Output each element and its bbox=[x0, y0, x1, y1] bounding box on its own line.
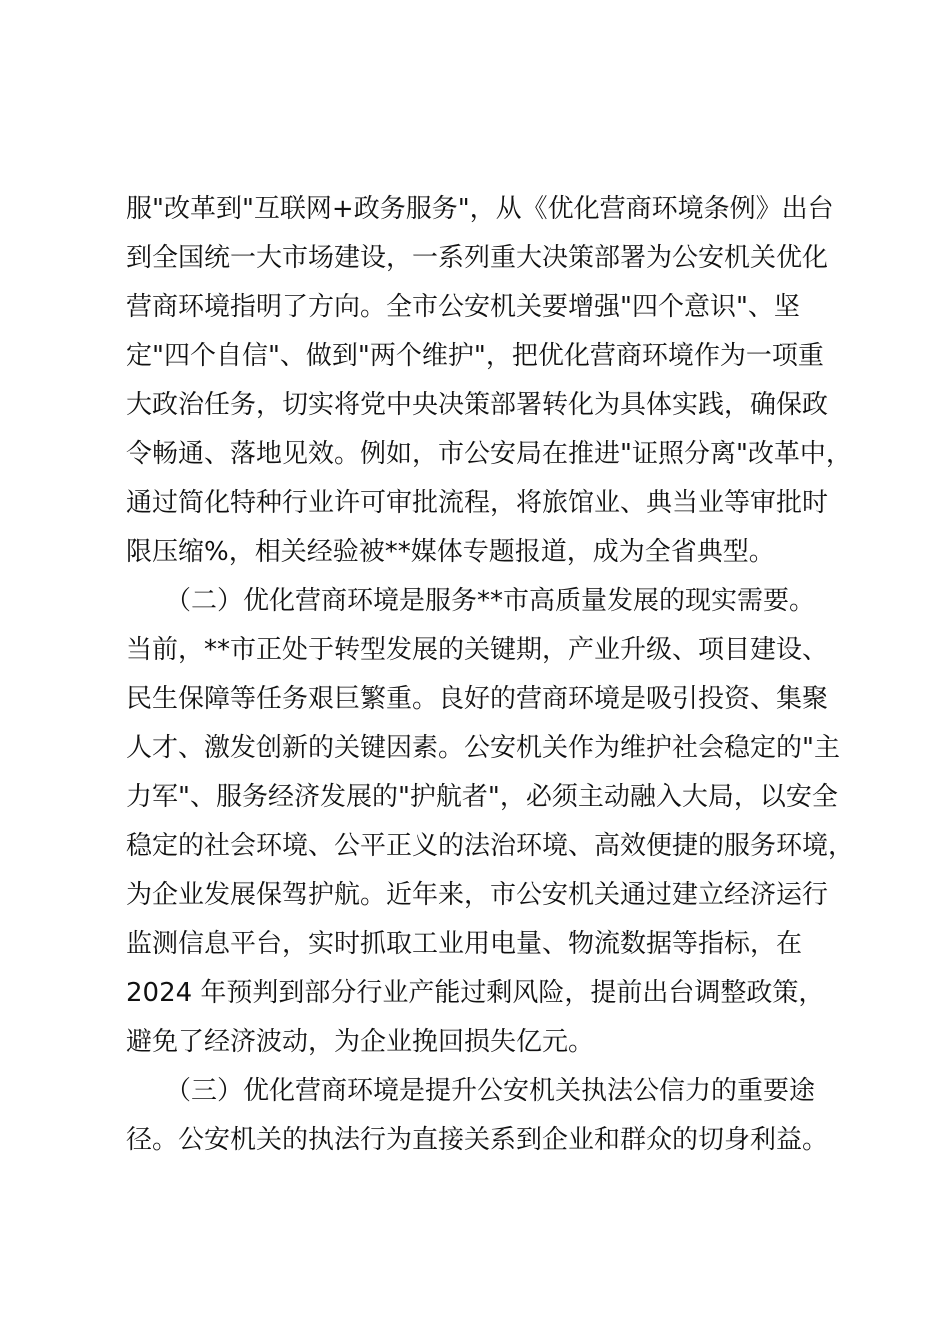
text-line: 服"改革到"互联网+政务服务"，从《优化营商环境条例》出台 bbox=[126, 194, 834, 224]
text-line: 令畅通、落地见效。例如，市公安局在推进"证照分离"改革中， bbox=[126, 439, 852, 469]
paragraph-1 bbox=[126, 185, 852, 577]
text-line: 为企业发展保驾护航。近年来，市公安机关通过建立经济运行 bbox=[126, 880, 829, 910]
text-line: 监测信息平台，实时抓取工业用电量、物流数据等指标，在 bbox=[126, 929, 803, 959]
text-line: （三）优化营商环境是提升公安机关执法公信力的重要途 bbox=[126, 1076, 816, 1106]
text-line: 定"四个自信"、做到"两个维护"，把优化营商环境作为一项重 bbox=[126, 341, 824, 371]
paragraph-3 bbox=[126, 1067, 836, 1165]
text-line: 大政治任务，切实将党中央决策部署转化为具体实践，确保政 bbox=[126, 390, 829, 420]
text-line: 营商环境指明了方向。全市公安机关要增强"四个意识"、坚 bbox=[126, 292, 800, 322]
document-body bbox=[126, 185, 855, 1165]
text-line: 2024 年预判到部分行业产能过剩风险，提前出台调整政策， bbox=[126, 978, 825, 1008]
text-line: 限压缩%，相关经验被**媒体专题报道，成为全省典型。 bbox=[126, 537, 775, 567]
text-line: （二）优化营商环境是服务**市高质量发展的现实需要。 bbox=[126, 586, 816, 616]
text-line: 力军"、服务经济发展的"护航者"，必须主动融入大局，以安全 bbox=[126, 782, 838, 812]
text-line: 到全国统一大市场建设，一系列重大决策部署为公安机关优化 bbox=[126, 243, 829, 273]
text-line: 稳定的社会环境、公平正义的法治环境、高效便捷的服务环境， bbox=[126, 831, 855, 861]
paragraph-2 bbox=[126, 577, 855, 1067]
text-line: 径。公安机关的执法行为直接关系到企业和群众的切身利益。 bbox=[126, 1125, 829, 1155]
text-line: 人才、激发创新的关键因素。公安机关作为维护社会稳定的"主 bbox=[126, 733, 840, 763]
text-line: 通过简化特种行业许可审批流程，将旅馆业、典当业等审批时 bbox=[126, 488, 829, 518]
text-line: 避免了经济波动，为企业挽回损失亿元。 bbox=[126, 1027, 595, 1057]
text-line: 当前，**市正处于转型发展的关键期，产业升级、项目建设、 bbox=[126, 635, 829, 665]
text-line: 民生保障等任务艰巨繁重。良好的营商环境是吸引投资、集聚 bbox=[126, 684, 829, 714]
